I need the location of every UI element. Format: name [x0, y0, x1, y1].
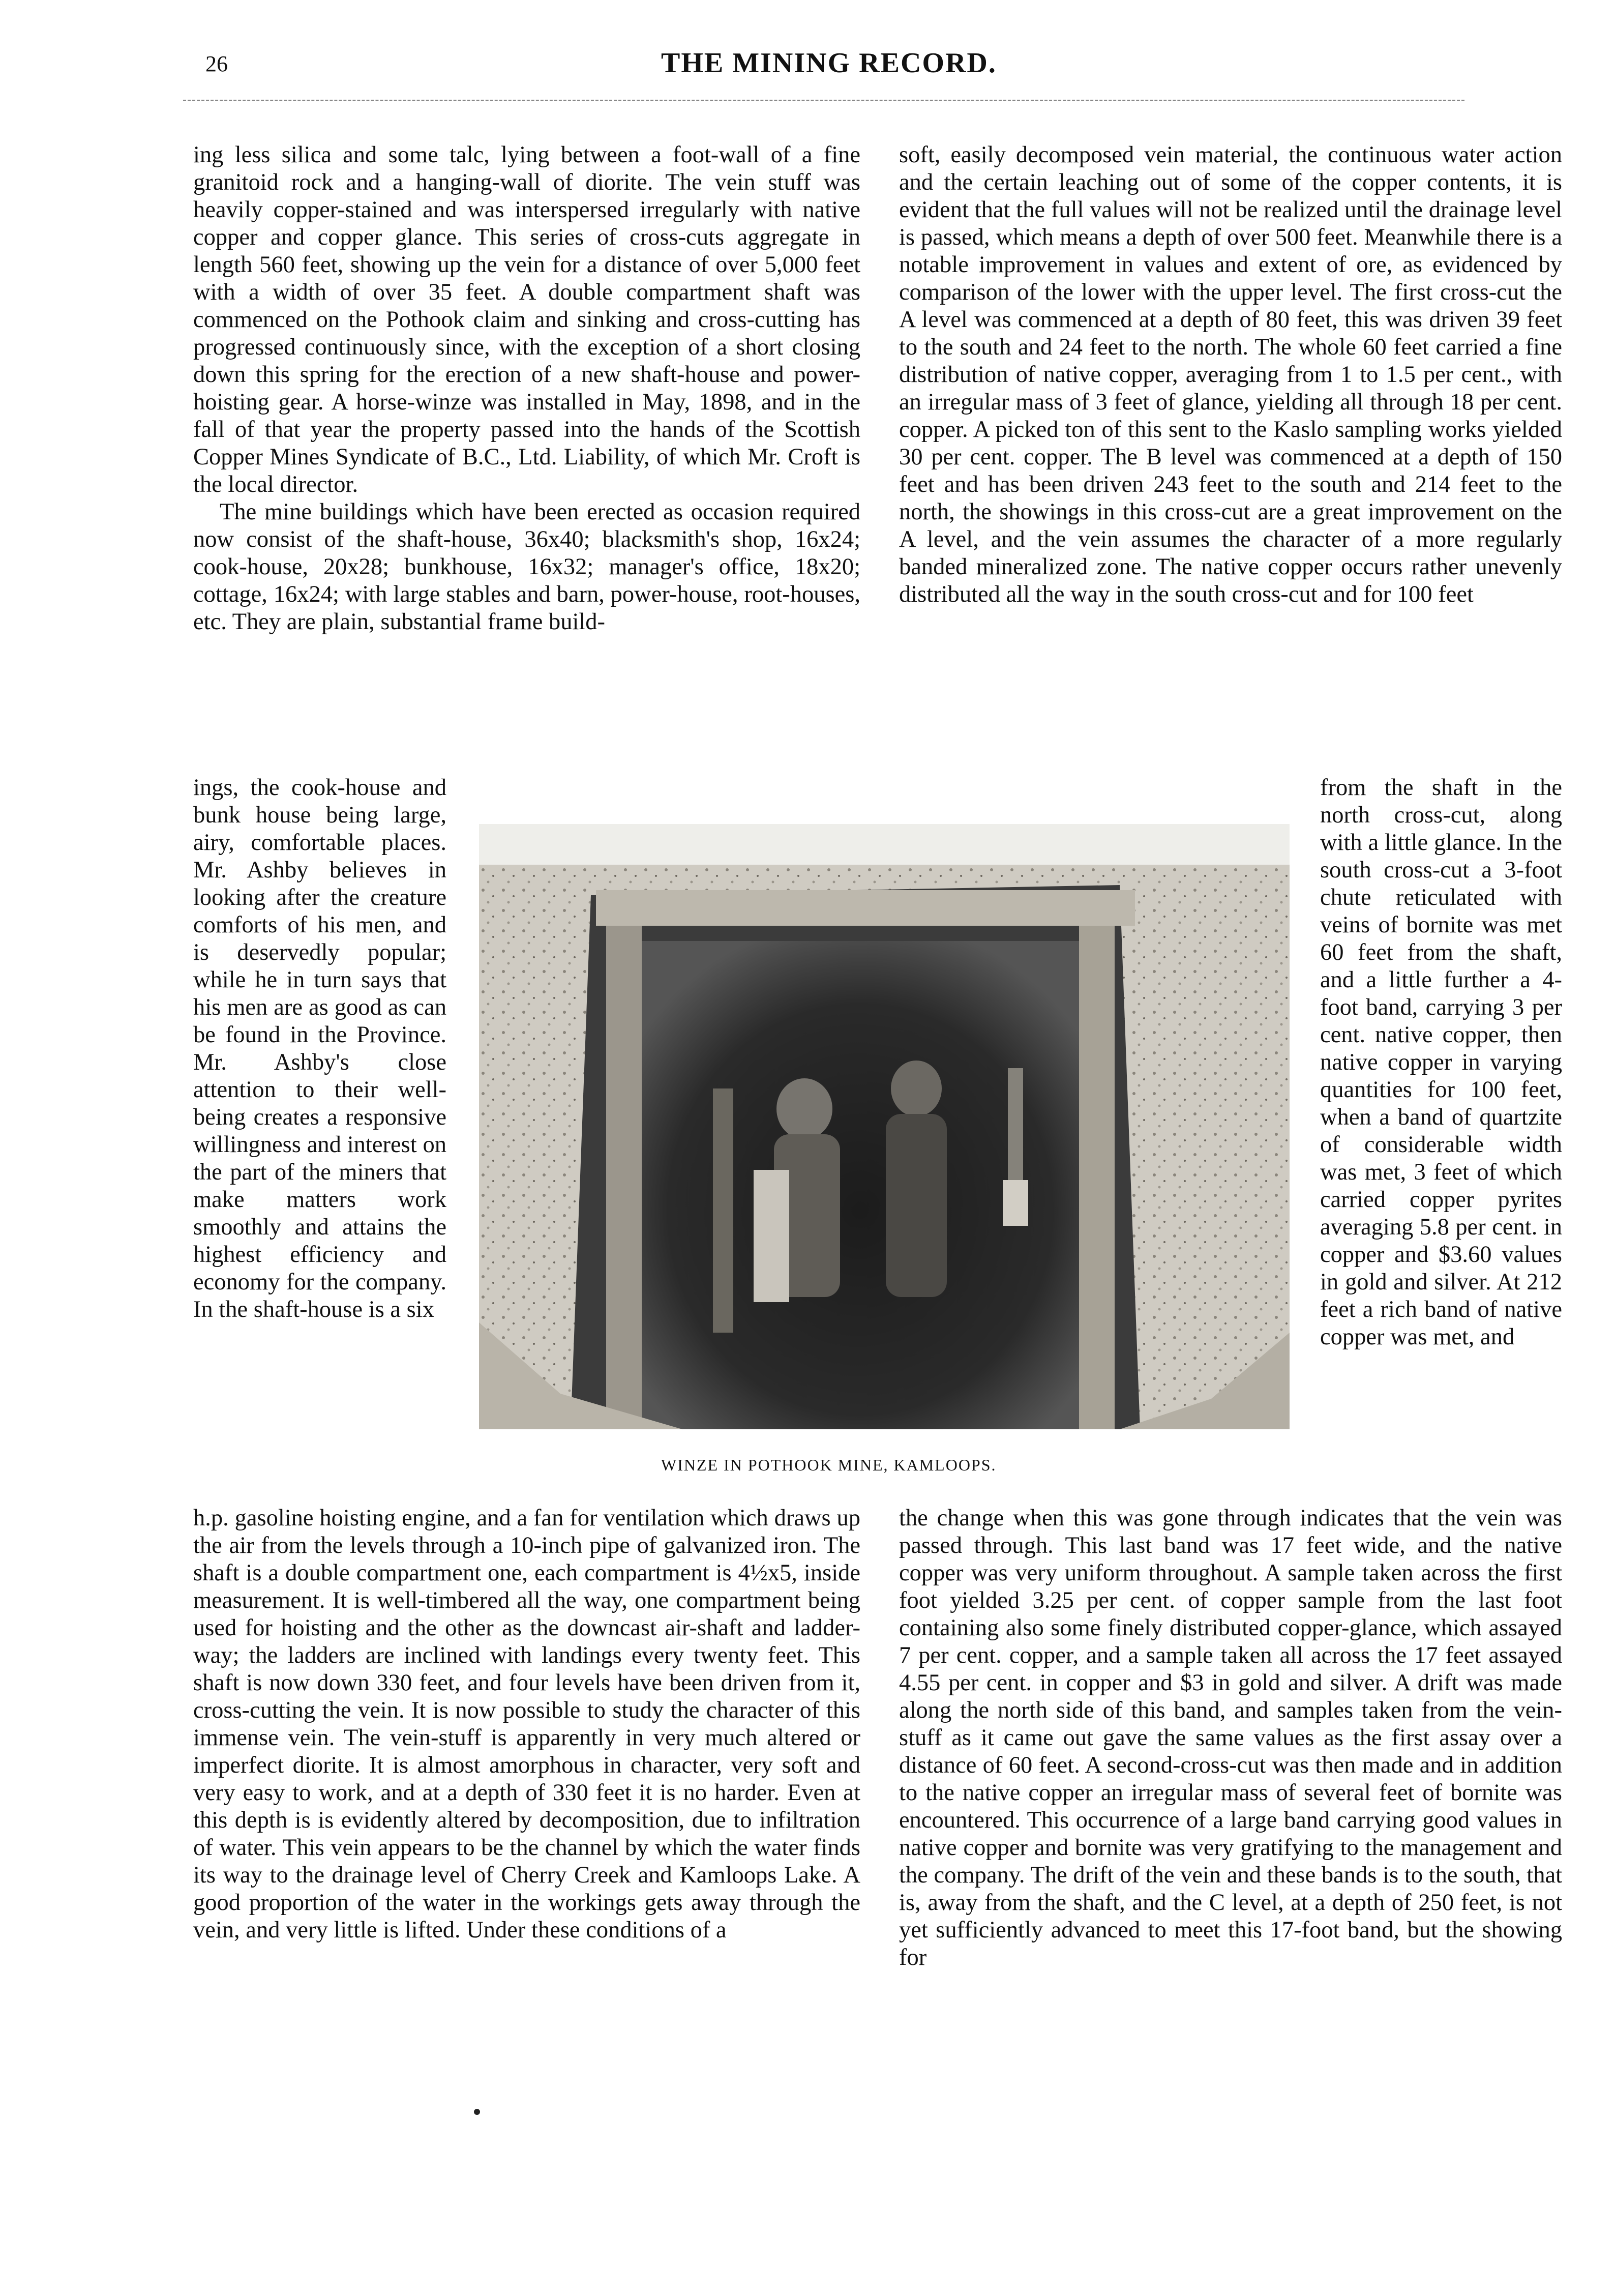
left-wrap-text: ings, the cook-house and bunk house being large, airy, comfortable places. Mr. Ashby believes in looking after the creature comforts of his men, and is deservedly popular; while he in turn says that his men are as good as can be found in the Province. Mr. Ashby's close attention to their well-being creates a responsive willingness and interest on the part of the miners that make matters work smoothly and attains the highest efficiency and economy for the company. In the shaft-house is a six: [193, 775, 446, 1322]
left-column-wrap: [193, 774, 446, 1323]
header-rule: [183, 100, 1464, 101]
right-column-top: [899, 141, 1562, 608]
photo-caption: WINZE IN POTHOOK MINE, KAMLOOPS.: [661, 1456, 997, 1474]
right-column-wrap: [1320, 774, 1562, 1351]
left-column-top: [193, 141, 860, 636]
left-bottom-text: h.p. gasoline hoisting engine, and a fan for ventilation which draws up the air from the levels through a 10-inch pipe of galvanized iron. The shaft is a double compartment one, each compartment is 4½x5, inside measurement. It is well-timbered all the way, one compartment being used for hoisting and the other as the downcast air-shaft and ladder-way; the ladders are inclined with landings every twenty feet. This shaft is now down 330 feet, and four levels have been driven from it, cross-cutting the vein. It is now possible to study the character of this immense vein. The vein-stuff is apparently in very much altered or imperfect diorite. It is almost amorphous in character, very soft and very easy to work, and at a depth of 330 feet it is no harder. Even at this depth is is evidently altered by decomposition, due to infiltration of water. This vein appears to be the channel by which the water finds its way to the drainage level of Cherry Creek and Kamloops Lake. A good proportion of the water in the workings gets away through the vein, and very little is lifted. Under these conditions of a: [193, 1505, 860, 1943]
mine-winze-illustration: [479, 824, 1290, 1429]
page-number: 26: [205, 51, 228, 76]
left-paragraph-2: The mine buildings which have been erected as occasion required now consist of the shaft-house, 36x40; blacksmith's shop, 16x24; cook-house, 20x28; bunkhouse, 16x32; manager's office, 18x20; cottage, 16x24; with large stables and barn, power-house, root-houses, etc. They are plain, substantial frame build-: [193, 499, 860, 635]
left-paragraph-1: ing less silica and some talc, lying between a foot-wall of a fine granitoid rock and a hanging-wall of diorite. The vein stuff was heavily copper-stained and was interspersed irregularly with native copper and copper glance. This series of cross-cuts aggregate in length 560 feet, showing up the vein for a distance of over 5,000 feet with a width of over 35 feet. A double compartment shaft was commenced on the Pothook claim and sinking and cross-cutting has progressed continuously since, with the exception of a short closing down this spring for the erection of a new shaft-house and power-hoisting gear. A horse-winze was installed in May, 1898, and in the fall of that year the property passed into the hands of the Scottish Copper Mines Syndicate of B.C., Ltd. Liability, of which Mr. Croft is the local director.: [193, 142, 860, 497]
right-wrap-text: from the shaft in the north cross-cut, along with a little glance. In the south cross-cut a 3-foot chute reticulated with veins of bornite was met 60 feet from the shaft, and a little further a 4-foot band, carrying 3 per cent. native copper, then native copper in varying quantities for 100 feet, when a band of quartzite of considerable width was met, 3 feet of which carried copper pyrites averaging 5.8 per cent. in copper and $3.60 values in gold and silver. At 212 feet a rich band of native copper was met, and: [1320, 775, 1562, 1350]
right-bottom-text: the change when this was gone through indicates that the vein was passed through. This last band was 17 feet wide, and the native copper was very uniform throughout. A sample taken across the first foot yielded 3.25 per cent. of copper sample from the last foot containing also some finely distributed copper-glance, which assayed 7 per cent. copper, and a sample taken all across the 17 feet assayed 4.55 per cent. in copper and $3 in gold and silver. A drift was made along the north side of this band, and samples taken from the vein-stuff as it came out gave the same values as the first assay over a distance of 60 feet. A second-cross-cut was then made and in addition to the native copper an irregular mass of several feet of bornite was encountered. This occurrence of a large band carrying good values in native copper and bornite was very gratifying to the management and the company. The drift of the vein and these bands is to the south, that is, away from the shaft, and the C level, at a depth of 250 feet, is not yet sufficiently advanced to meet this 17-foot band, but the showing for: [899, 1505, 1562, 1970]
right-top-text: soft, easily decomposed vein material, the continuous water action and the certain leaching out of some of the copper contents, it is evident that the full values will not be realized until the drainage level is passed, which means a depth of over 500 feet. Meanwhile there is a notable improvement in values and extent of ore, as evidenced by comparison of the lower with the upper level. The first cross-cut the A level was commenced at a depth of 80 feet, this was driven 39 feet to the south and 24 feet to the north. The whole 60 feet carried a fine distribution of native copper, averaging from 1 to 1.5 per cent., with an irregular mass of 3 feet of glance, yielding all through 18 per cent. copper. A picked ton of this sent to the Kaslo sampling works yielded 30 per cent. copper. The B level was commenced at a depth of 150 feet and has been driven 243 feet to the south and 214 feet to the north, the showings in this cross-cut are a great improvement on the A level, and the vein assumes the character of a more regularly banded mineralized zone. The native copper occurs rather unevenly distributed all the way in the south cross-cut and for 100 feet: [899, 142, 1562, 607]
page-mark-dot: [474, 2109, 480, 2115]
right-column-bottom: [899, 1505, 1562, 1971]
running-title: THE MINING RECORD.: [661, 47, 997, 79]
mine-winze-photo: [479, 824, 1290, 1429]
left-column-bottom: [193, 1505, 860, 1944]
